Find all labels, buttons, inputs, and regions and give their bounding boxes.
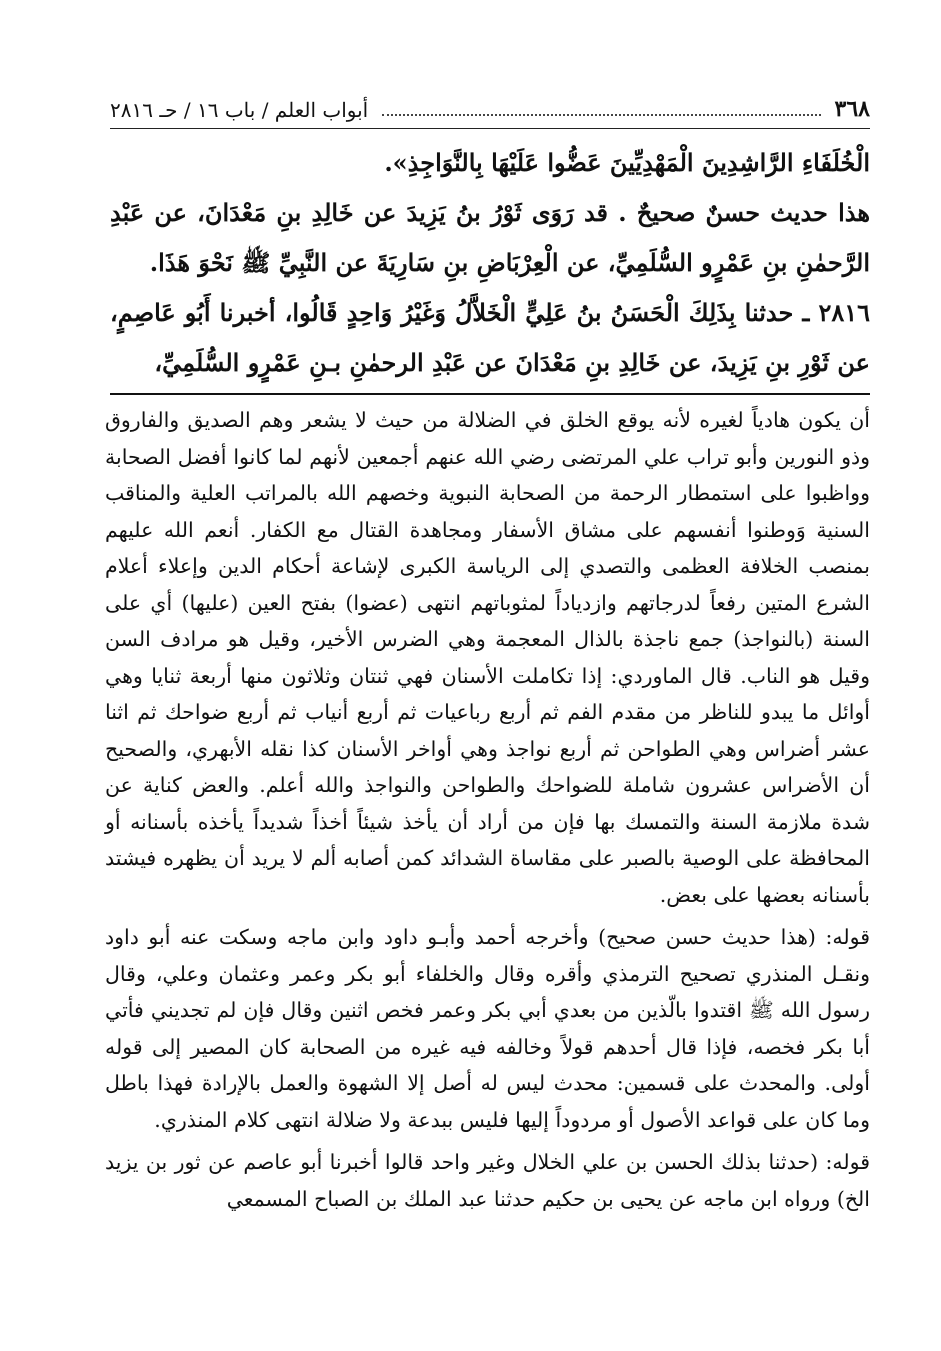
hadith-grade-paragraph: هذا حديث حسنٌ صحيحٌ . قد رَوَى ثَوْرُ بنُ يَزِيدَ عن خَالِدِ بنِ مَعْدَانَ، عن عَبْدِ الرَّحمٰنِ بنِ عَمْرٍو السُّلَمِيِّ، عن الْعِرْبَاضِ بنِ سَارِيَةَ عن النَّبِيِّ ﷺ نَحْوَ هَذَا. (110, 198, 870, 277)
dot-leader (382, 114, 820, 116)
page-number: ٣٦٨ (834, 96, 870, 122)
main-line-1: الْخُلَفَاءِ الرَّاشِدِينَ الْمَهْدِيِّينَ عَضُّوا عَلَيْهَا بِالنَّوَاجِذِ». (384, 148, 870, 177)
hadith-2816-paragraph: ٢٨١٦ ـ حدثنا بِذَلِكَ الْحَسَنُ بنُ عَلِيٍّ الْخَلاَّلُ وَغَيْرُ وَاحِدٍ قَالُوا، أخبرنا أَبُو عَاصِمٍ، عن ثَوْرِ بنِ يَزِيدَ، عن خَالِدِ بنِ مَعْدَانَ عن عَبْدِ الرحمٰنِ بـنِ عَمْرٍو السُّلَمِيِّ، (110, 298, 870, 377)
commentary-paragraph-3: قوله: (حدثنا بذلك الحسن بن علي الخلال وغير واحد قالوا أخبرنا أبو عاصم عن ثور بن يزيد الخ) ورواه ابن ماجه عن يحيى بن حكيم حدثنا عبد الملك بن الصباح المسمعي (105, 1150, 870, 1211)
main-hadith-text (110, 138, 870, 388)
running-header (110, 86, 870, 129)
section-divider (110, 393, 870, 395)
running-title: أبواب العلم / باب ١٦ / حـ ٢٨١٦ (110, 98, 369, 122)
commentary-paragraph-1: أن يكون هادياً لغيره لأنه يوقع الخلق في الضلالة من حيث لا يشعر وهم الصديق والفاروق وذو النورين وأبو تراب علي المرتضى رضي الله عنهم أجمعين لأنهم لما كانوا أفضل الصحابة وواظبوا على استمطار الرحمة من الصحابة النبوية وخصهم الله بالمراتب العلية والمناقب السنية وَوطنوا أنفسهم على مشاق الأسفار ومجاهدة القتال مع الكفار. أنعم الله عليهم بمنصب الخلافة العظمى والتصدي إلى الرياسة الكبرى لإشاعة أحكام الدين وإعلاء أعلام الشرع المتين رفعاً لدرجاتهم وازدياداً لمثوباتهم انتهى (عضوا) بفتح العين (عليها) أي على السنة (بالنواجذ) جمع ناجذة بالذال المعجمة وهي الضرس الأخير، وقيل هو مرادف السن وقيل هو الناب. قال الماوردي: إذا تكاملت الأسنان فهي ثنتان وثلاثون منها أربعة ثنايا وهي أوائل ما يبدو للناظر من مقدم الفم ثم أربع رباعيات ثم أربع أنياب ثم أربع ضواحك ثم اثنا عشر أضراس وهي الطواحن ثم أربع نواجذ وهي أواخر الأسنان كذا نقله الأبهري، والصحيح أن الأضراس عشرون شاملة للضواحك والطواحن والنواجذ والله أعلم. والعض كناية عن شدة ملازمة السنة والتمسك بها فإن من أراد أن يأخذ شيئاً أخذاً شديداً يأخذه بأسنانه أو المحافظة على الوصية بالصبر على مقاساة الشدائد كمن أصابه ألم لا يريد أن يظهره فيشتد بأسنانه بعضها على بعض. (105, 408, 870, 907)
commentary-text (105, 402, 870, 1223)
commentary-paragraph-2: قوله: (هذا حديث حسن صحيح) وأخرجه أحمد وأبـو داود وابن ماجه وسكت عنه أبو داود ونقـل المنذري تصحيح الترمذي وأقره وقال والخلفاء أبو بكر وعمر وعثمان وعلي، وقال رسول الله ﷺ اقتدوا بالّذين من بعدي أبي بكر وعمر فخص اثنين وقال فإن لم تجديني فأتي أبا بكر فخصه، فإذا قال أحدهم قولاً وخالفه فيه غيره من الصحابة كان المصير إلى قوله أولى. والمحدث على قسمين: محدث ليس له أصل إلا الشهوة والعمل بالإرادة فهذا باطل وما كان على قواعد الأصول أو مردوداً إليها فليس ببدعة ولا ضلالة انتهى كلام المنذري. (105, 925, 870, 1132)
